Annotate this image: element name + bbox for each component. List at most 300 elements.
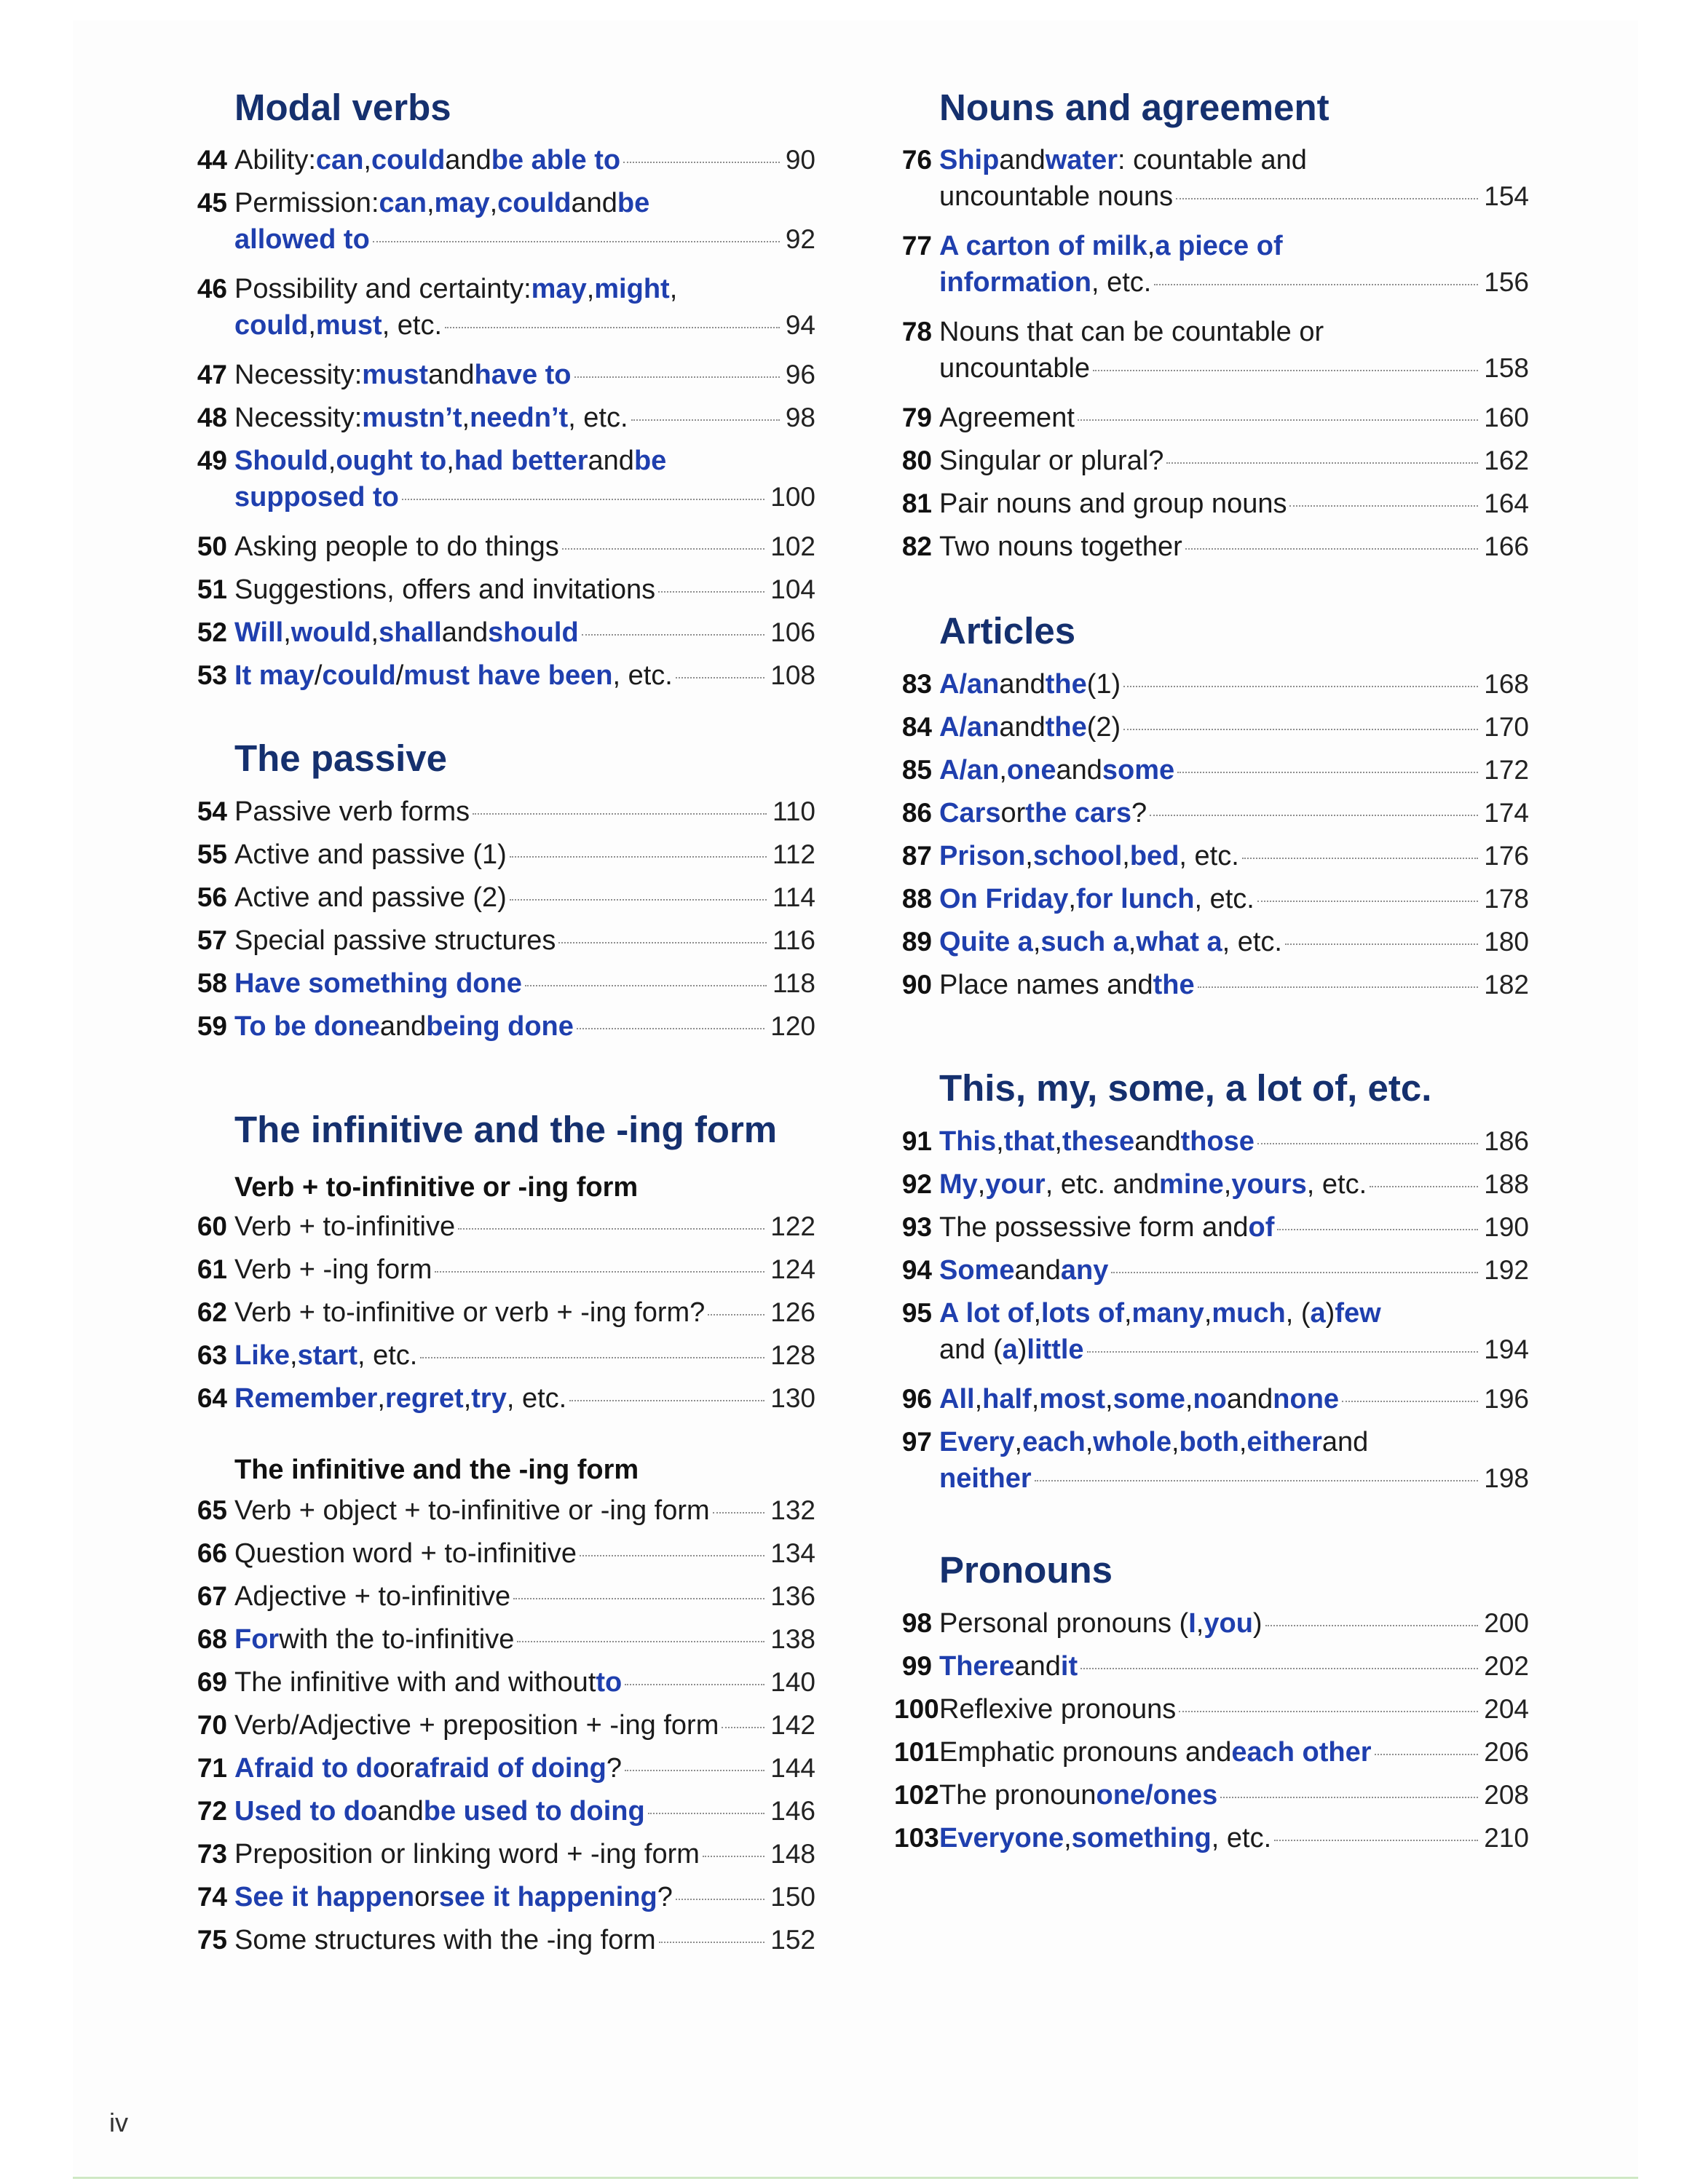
unit-number: 68	[197, 1624, 227, 1654]
entry-text: ?	[1131, 798, 1147, 828]
entry-text: and	[441, 617, 489, 648]
entry-title-line	[234, 1492, 815, 1529]
entry-text: ,	[328, 446, 336, 476]
entry-text: and	[1226, 1384, 1273, 1415]
entry-title	[939, 1691, 1529, 1728]
highlighted-term: Every	[939, 1427, 1015, 1457]
page-number: 102	[770, 531, 815, 561]
unit-number: 79	[901, 403, 932, 432]
entry-text: ,	[446, 446, 454, 476]
entry-text: ,	[1196, 1608, 1204, 1639]
highlighted-term: must	[315, 310, 382, 341]
unit-number: 97	[901, 1427, 932, 1457]
entry-title-line	[234, 1578, 815, 1615]
entry-text: Agreement	[939, 403, 1075, 433]
highlighted-term: these	[1062, 1126, 1135, 1157]
entry-title	[939, 881, 1529, 917]
entry-text: ,	[1204, 1298, 1212, 1329]
unit-number: 51	[197, 574, 227, 604]
entry-text: ,	[1025, 841, 1033, 871]
unit-number: 73	[197, 1839, 227, 1869]
entry-title-line	[939, 1460, 1529, 1497]
dot-leader	[1176, 198, 1478, 199]
entry-text: , etc.	[1091, 267, 1152, 298]
highlighted-term: being done	[426, 1011, 574, 1042]
dot-leader	[577, 1028, 764, 1029]
entry-text: The infinitive with and without	[234, 1667, 596, 1698]
unit-number: 88	[901, 884, 932, 914]
entry-title	[939, 1123, 1529, 1160]
entry-title	[939, 1252, 1529, 1289]
dot-leader	[1220, 1797, 1478, 1798]
entry-text: ,	[1128, 927, 1137, 957]
dot-leader	[625, 1684, 764, 1685]
entry-title-line	[939, 486, 1529, 522]
entry-title	[234, 1750, 815, 1787]
highlighted-term: have to	[474, 360, 572, 390]
highlighted-term: Some	[939, 1255, 1015, 1286]
dot-leader	[623, 162, 780, 163]
entry-text: , etc.	[1211, 1823, 1272, 1853]
page-number: 148	[770, 1839, 815, 1869]
page-number: 204	[1484, 1694, 1529, 1724]
entry-title-line	[939, 443, 1529, 479]
entry-text: and	[1014, 1255, 1061, 1286]
entry-title-line	[234, 657, 815, 694]
highlighted-term: Will	[234, 617, 284, 648]
entry-title-line	[234, 142, 815, 178]
entry-title	[939, 924, 1529, 960]
page-number: 188	[1484, 1169, 1529, 1199]
dot-leader	[580, 1555, 764, 1556]
entry-title-line	[234, 794, 815, 830]
dot-leader	[708, 1314, 764, 1315]
entry-title	[234, 1294, 815, 1331]
entry-title-line	[234, 1922, 815, 1958]
highlighted-term: must	[362, 360, 429, 390]
entry-text: ,	[462, 403, 470, 433]
entry-title	[939, 666, 1529, 703]
page-number: 98	[785, 403, 815, 432]
entry-title-line	[939, 1777, 1529, 1813]
entry-title	[939, 752, 1529, 788]
unit-number: 95	[901, 1298, 932, 1328]
entry-text: ,	[1064, 1823, 1072, 1853]
entry-text: Verb + object + to-infinitive or -ing form	[234, 1495, 710, 1526]
entry-title-line	[939, 314, 1529, 350]
unit-number: 89	[901, 927, 932, 957]
entry-title	[939, 1295, 1529, 1368]
entry-title-line	[234, 1750, 815, 1787]
entry-text: ,	[463, 1383, 472, 1414]
unit-number: 69	[197, 1667, 227, 1697]
dot-leader	[558, 942, 767, 943]
entry-text: Necessity:	[234, 360, 363, 390]
highlighted-term: the	[1153, 970, 1195, 1000]
highlighted-term: much	[1212, 1298, 1286, 1329]
unit-number: 100	[894, 1694, 939, 1724]
dot-leader	[510, 899, 767, 901]
entry-title-line	[234, 879, 815, 916]
entry-text: ,	[290, 1340, 298, 1371]
entry-text: or	[390, 1753, 414, 1784]
highlighted-term: Cars	[939, 798, 1001, 828]
entry-text: and	[377, 1796, 424, 1827]
highlighted-term: bed	[1129, 841, 1180, 871]
page-number: 180	[1484, 927, 1529, 957]
entry-text: , etc.	[612, 660, 673, 691]
unit-number: 70	[197, 1710, 227, 1740]
unit-number: 98	[901, 1608, 932, 1638]
entry-text: uncountable	[939, 353, 1091, 384]
entry-text: (2)	[1086, 712, 1121, 743]
unit-number: 92	[901, 1169, 932, 1199]
entry-title	[234, 614, 815, 651]
highlighted-term: the	[1045, 712, 1087, 743]
entry-title-line	[939, 1123, 1529, 1160]
dot-leader	[569, 1400, 764, 1401]
entry-text: ,	[1031, 1384, 1040, 1415]
unit-number: 76	[901, 145, 932, 175]
entry-title-line	[939, 967, 1529, 1003]
entry-title-line	[234, 1707, 815, 1744]
entry-text: , etc.	[382, 310, 443, 341]
page-bottom-rule	[73, 2177, 1638, 2179]
page-number: 128	[770, 1340, 815, 1370]
entry-title	[939, 529, 1529, 565]
unit-number: 93	[901, 1212, 932, 1242]
entry-text: ,	[1185, 1384, 1193, 1415]
dot-leader	[1274, 1840, 1478, 1841]
highlighted-term: many	[1131, 1298, 1204, 1329]
highlighted-term: you	[1204, 1608, 1253, 1639]
entry-text: uncountable nouns	[939, 181, 1174, 212]
unit-number: 46	[197, 274, 227, 304]
highlighted-term: A/an	[939, 712, 1000, 743]
entry-title-line	[234, 1664, 815, 1701]
entry-title-line	[939, 666, 1529, 703]
highlighted-term: can	[379, 188, 427, 218]
entry-text: /	[314, 660, 323, 691]
highlighted-term: Afraid to do	[234, 1753, 390, 1784]
entry-text: ,	[1147, 231, 1155, 261]
highlighted-term: Quite a	[939, 927, 1033, 957]
page-number: 94	[785, 310, 815, 340]
page-number: 198	[1484, 1463, 1529, 1493]
page-number: 122	[770, 1211, 815, 1241]
dot-leader	[625, 1770, 764, 1771]
highlighted-term: it	[1060, 1651, 1078, 1682]
entry-title-line	[234, 922, 815, 959]
entry-title-line	[234, 1294, 815, 1331]
unit-number: 67	[197, 1581, 227, 1611]
entry-title	[234, 879, 815, 916]
page-number: 144	[770, 1753, 815, 1783]
entry-title	[939, 1381, 1529, 1417]
dot-leader	[658, 591, 764, 593]
highlighted-term: All	[939, 1384, 975, 1415]
dot-leader	[1177, 772, 1478, 773]
unit-number: 99	[901, 1651, 932, 1681]
entry-title	[939, 400, 1529, 436]
entry-title	[234, 1621, 815, 1658]
highlighted-term: whole	[1093, 1427, 1171, 1457]
unit-number: 72	[197, 1796, 227, 1826]
dot-leader	[1080, 1668, 1478, 1669]
unit-number: 83	[901, 669, 932, 699]
entry-text: Reflexive pronouns	[939, 1694, 1177, 1725]
unit-number: 84	[901, 712, 932, 742]
entry-text: ,	[1238, 1427, 1247, 1457]
entry-title	[939, 314, 1529, 387]
highlighted-term: a	[1310, 1298, 1326, 1329]
highlighted-term: afraid of doing	[414, 1753, 606, 1784]
entry-text: and	[1056, 755, 1102, 786]
entry-text: and	[1014, 1651, 1061, 1682]
entry-text: or	[414, 1882, 439, 1912]
highlighted-term: may	[531, 274, 587, 304]
entry-title	[234, 1879, 815, 1915]
entry-text: Verb + to-infinitive	[234, 1211, 456, 1242]
page-number: 118	[773, 968, 815, 998]
entry-text: and	[571, 188, 617, 218]
dot-leader	[1185, 548, 1478, 550]
page-number: 206	[1484, 1737, 1529, 1767]
entry-text: ,	[977, 1169, 986, 1200]
entry-title-line	[939, 1252, 1529, 1289]
entry-title-line	[939, 752, 1529, 788]
entry-title-line	[939, 1209, 1529, 1246]
dot-leader	[676, 1899, 764, 1900]
highlighted-term: start	[297, 1340, 357, 1371]
entry-title-line	[234, 1879, 815, 1915]
entry-text: , etc.	[1179, 841, 1239, 871]
page-number: 194	[1484, 1334, 1529, 1364]
unit-number: 78	[901, 317, 932, 347]
entry-text: ,	[1032, 927, 1041, 957]
entry-title-line	[939, 228, 1529, 264]
entry-title-line	[939, 924, 1529, 960]
unit-number: 64	[197, 1383, 227, 1413]
entry-text: and	[1321, 1427, 1369, 1457]
entry-title-line	[939, 881, 1529, 917]
entry-text: ,	[974, 1384, 983, 1415]
page-number: 176	[1484, 841, 1529, 871]
highlighted-term: needn’t	[470, 403, 569, 433]
dot-leader	[1198, 986, 1479, 988]
entry-text: ,	[1223, 1169, 1232, 1200]
entry-text: The possessive form and	[939, 1212, 1249, 1243]
highlighted-term: Should	[234, 446, 328, 476]
entry-text: ,	[999, 755, 1007, 786]
highlighted-term: Everyone	[939, 1823, 1064, 1853]
dot-leader	[1035, 1480, 1479, 1481]
entry-text: Two nouns together	[939, 531, 1182, 562]
unit-number: 74	[197, 1882, 227, 1912]
entry-text: (1)	[1086, 669, 1121, 700]
entry-title-line	[234, 1621, 815, 1658]
unit-number: 53	[197, 660, 227, 690]
unit-number: 47	[197, 360, 227, 389]
entry-title-line	[939, 264, 1529, 301]
unit-number: 91	[901, 1126, 932, 1156]
entry-text: Verb + to-infinitive or verb + -ing form?	[234, 1297, 706, 1328]
entry-title-line	[234, 400, 815, 436]
dot-leader	[574, 376, 780, 378]
section-title: Nouns and agreement	[939, 87, 1329, 128]
entry-text: Preposition or linking word + -ing form	[234, 1839, 700, 1870]
page-number: 104	[770, 574, 815, 604]
entry-text: ,	[1171, 1427, 1180, 1457]
page-number: 178	[1484, 884, 1529, 914]
entry-text: ,	[426, 188, 435, 218]
dot-leader	[1179, 1711, 1478, 1712]
entry-title-line	[234, 443, 815, 479]
entry-text: Ability:	[234, 145, 316, 175]
entry-title-line	[234, 529, 815, 565]
dot-leader	[713, 1512, 765, 1514]
page-number: 130	[770, 1383, 815, 1413]
highlighted-term: allowed to	[234, 224, 370, 255]
page-number: 202	[1484, 1651, 1529, 1681]
highlighted-term: be	[617, 188, 650, 218]
entry-title-line	[939, 529, 1529, 565]
page-number: 208	[1484, 1780, 1529, 1810]
dot-leader	[1123, 729, 1478, 730]
page-number: 200	[1484, 1608, 1529, 1638]
highlighted-term: A/an	[939, 669, 1000, 700]
unit-number: 65	[197, 1495, 227, 1525]
entry-text: and	[588, 446, 634, 476]
unit-number: 103	[894, 1823, 939, 1853]
entry-title	[234, 185, 815, 258]
dot-leader	[648, 1813, 765, 1814]
entry-title-line	[234, 307, 815, 344]
entry-title	[234, 571, 815, 608]
entry-title	[234, 1337, 815, 1374]
dot-leader	[562, 548, 765, 550]
dot-leader	[402, 499, 764, 500]
entry-text: Suggestions, offers and invitations	[234, 574, 656, 605]
dot-leader	[525, 985, 767, 986]
dot-leader	[1375, 1754, 1479, 1755]
entry-title-line	[234, 1008, 815, 1045]
page-number: 196	[1484, 1384, 1529, 1414]
page-number: 112	[773, 839, 815, 869]
highlighted-term: a	[1002, 1334, 1018, 1365]
highlighted-term: half	[982, 1384, 1032, 1415]
entry-title	[234, 1664, 815, 1701]
entry-text: , etc.	[1306, 1169, 1367, 1200]
entry-title	[234, 1922, 815, 1958]
unit-number: 77	[901, 231, 932, 261]
highlighted-term: one	[1006, 755, 1056, 786]
highlighted-term: lots of	[1041, 1298, 1124, 1329]
section-title: This, my, some, a lot of, etc.	[939, 1067, 1432, 1109]
section-title: Articles	[939, 610, 1076, 652]
dot-leader	[631, 419, 780, 421]
page-number: 164	[1484, 488, 1529, 518]
entry-text: Singular or plural?	[939, 446, 1164, 476]
page-number: 132	[770, 1495, 815, 1525]
entry-title-line	[234, 185, 815, 221]
section-title: Modal verbs	[234, 87, 451, 128]
entry-text: , etc.	[568, 403, 628, 433]
page-number: 150	[770, 1882, 815, 1912]
entry-title	[234, 794, 815, 830]
highlighted-term: either	[1246, 1427, 1322, 1457]
highlighted-term: I	[1188, 1608, 1196, 1639]
entry-title	[234, 1008, 815, 1045]
highlighted-term: be	[633, 446, 667, 476]
unit-number: 49	[197, 446, 227, 475]
entry-title-line	[939, 1295, 1529, 1332]
highlighted-term: some	[1102, 755, 1175, 786]
dot-leader	[1277, 1229, 1478, 1230]
entry-title	[939, 443, 1529, 479]
entry-title-line	[939, 142, 1529, 178]
highlighted-term: Remember	[234, 1383, 378, 1414]
page-number: 172	[1484, 755, 1529, 785]
entry-title-line	[234, 1535, 815, 1572]
unit-number: 75	[197, 1925, 227, 1955]
entry-title	[234, 1380, 815, 1417]
entry-title-line	[939, 1691, 1529, 1728]
entry-text: , etc.	[1222, 927, 1282, 957]
entry-title	[234, 529, 815, 565]
highlighted-term: the cars	[1025, 798, 1132, 828]
dot-leader	[1265, 1625, 1479, 1626]
highlighted-term: Like	[234, 1340, 291, 1371]
entry-text: Permission:	[234, 188, 379, 218]
highlighted-term: both	[1179, 1427, 1239, 1457]
highlighted-term: try	[471, 1383, 507, 1414]
entry-text: ,	[1123, 1298, 1132, 1329]
entry-title	[234, 271, 815, 344]
dot-leader	[373, 241, 780, 242]
entry-text: ,	[363, 145, 371, 175]
highlighted-term: A lot of	[939, 1298, 1034, 1329]
highlighted-term: My	[939, 1169, 978, 1200]
highlighted-term: would	[291, 617, 371, 648]
page-number: 186	[1484, 1126, 1529, 1156]
entry-text: ,	[371, 617, 379, 648]
highlighted-term: few	[1335, 1298, 1381, 1329]
highlighted-term: shall	[379, 617, 442, 648]
unit-number: 85	[901, 755, 932, 785]
unit-number: 60	[197, 1211, 227, 1241]
highlighted-term: Prison	[939, 841, 1026, 871]
entry-text: Adjective + to-infinitive	[234, 1581, 511, 1612]
entry-text: and	[999, 712, 1046, 743]
highlighted-term: for lunch	[1075, 884, 1195, 914]
highlighted-term: For	[234, 1624, 280, 1655]
unit-number: 56	[197, 882, 227, 912]
entry-title	[939, 967, 1529, 1003]
page-number: 116	[773, 925, 815, 955]
dot-leader	[703, 1856, 764, 1857]
highlighted-term: mine	[1159, 1169, 1224, 1200]
highlighted-term: no	[1193, 1384, 1227, 1415]
entry-title-line	[234, 1380, 815, 1417]
highlighted-term: must have been	[403, 660, 613, 691]
entry-title	[234, 965, 815, 1002]
entry-title-line	[939, 1332, 1529, 1368]
page-number: 190	[1484, 1212, 1529, 1242]
section-title: Pronouns	[939, 1549, 1113, 1591]
dot-leader	[473, 813, 767, 815]
unit-number: 61	[197, 1254, 227, 1284]
